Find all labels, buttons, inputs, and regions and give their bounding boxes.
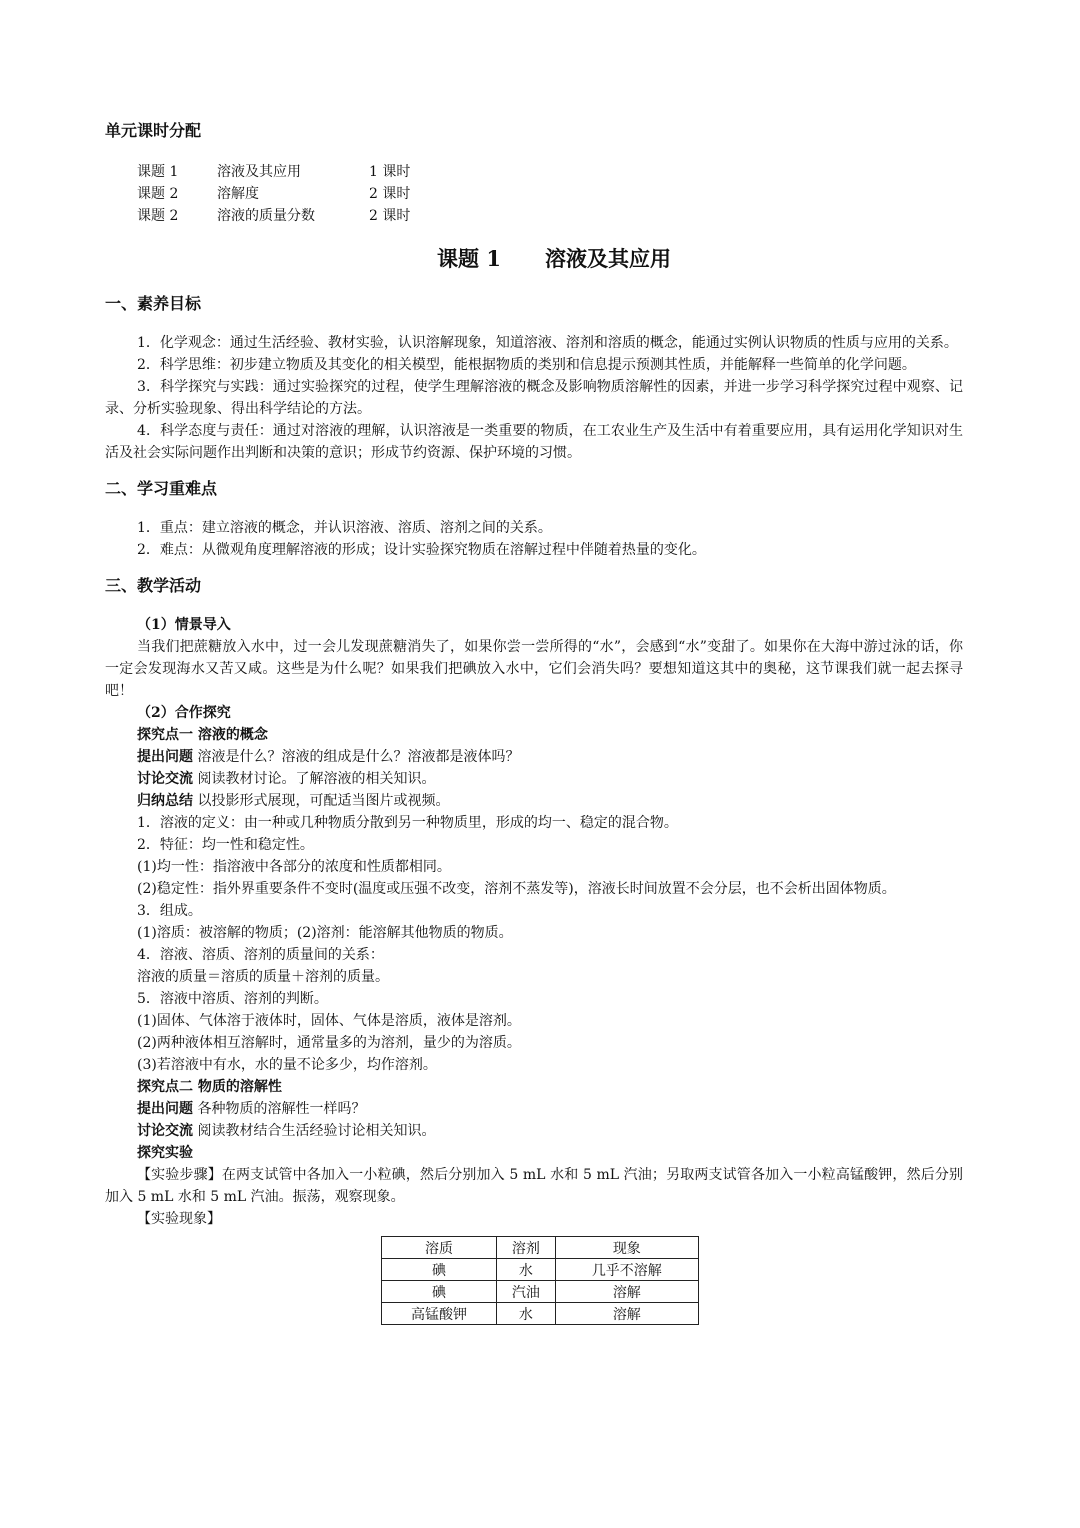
allocation-row xyxy=(137,183,963,205)
discussion-line xyxy=(137,768,963,790)
concept-line: (1)溶质：被溶解的物质；(2)溶剂：能溶解其他物质的物质。 xyxy=(137,925,513,941)
summary-text: 以投影形式展现，可配适当图片或视频。 xyxy=(193,793,450,809)
concept-line: 3．组成。 xyxy=(137,903,202,919)
concept-line: (1)均一性：指溶液中各部分的浓度和性质都相同。 xyxy=(137,859,451,875)
summary-label: 归纳总结 xyxy=(137,793,193,809)
table-cell: 碘 xyxy=(382,1281,497,1303)
document-page xyxy=(105,118,963,1325)
concept-line: (2)两种液体相互溶解时，通常量多的为溶剂，量少的为溶质。 xyxy=(137,1035,521,1051)
discussion-text: 阅读教材讨论。了解溶液的相关知识。 xyxy=(193,771,436,787)
table-row xyxy=(382,1259,699,1281)
goal-item: 3．科学探究与实践：通过实验探究的过程，使学生理解溶液的概念及影响物质溶解性的因素，并进一步学习科学探究过程中观察、记录、分析实验现象、得出科学结论的方法。 xyxy=(105,379,963,417)
unit-allocation-list xyxy=(137,161,963,227)
table-header-cell: 溶质 xyxy=(382,1237,497,1259)
explore-point-2-heading: 探究点二 物质的溶解性 xyxy=(137,1079,282,1095)
question-line xyxy=(137,746,963,768)
question-text: 各种物质的溶解性一样吗？ xyxy=(193,1101,366,1117)
table-cell: 水 xyxy=(497,1259,556,1281)
allocation-name: 溶解度 xyxy=(217,186,259,202)
table-header-row xyxy=(382,1237,699,1259)
discussion-label: 讨论交流 xyxy=(137,771,193,787)
unit-allocation-heading: 单元课时分配 xyxy=(105,121,202,140)
table-header-cell: 现象 xyxy=(555,1237,698,1259)
allocation-hours: 1 课时 xyxy=(369,164,411,180)
intro-text: 当我们把蔗糖放入水中，过一会儿发现蔗糖消失了，如果你尝一尝所得的“水”，会感到“水”变甜了。如果你在大海中游过泳的话，你一定会发现海水又苦又咸。这些是为什么呢？如果我们把碘放入水中，它们会消失吗？要想知道这其中的奥秘，这节课我们就一起去探寻吧！ xyxy=(105,639,963,699)
discussion-line xyxy=(137,1120,963,1142)
concept-line: 4．溶液、溶质、溶剂的质量间的关系： xyxy=(137,947,384,963)
cooperative-heading: （2）合作探究 xyxy=(137,705,231,721)
experiment-steps: 【实验步骤】在两支试管中各加入一小粒碘，然后分别加入 5 mL 水和 5 mL 汽油；另取两支试管各加入一小粒高锰酸钾，然后分别加入 5 mL 水和 5 mL 汽油。振荡，观察现象。 xyxy=(105,1167,963,1205)
allocation-name: 溶液及其应用 xyxy=(217,164,301,180)
allocation-hours: 2 课时 xyxy=(369,208,411,224)
table-row xyxy=(382,1303,699,1325)
allocation-row xyxy=(137,161,963,183)
discussion-label: 讨论交流 xyxy=(137,1123,193,1139)
concept-line: 2．特征：均一性和稳定性。 xyxy=(137,837,314,853)
lesson-title-name: 溶液及其应用 xyxy=(544,246,671,271)
intro-heading: （1）情景导入 xyxy=(137,617,231,633)
section-heading-key-points: 二、学习重难点 xyxy=(105,479,218,498)
experiment-phenomenon-label: 【实验现象】 xyxy=(137,1211,221,1227)
table-cell: 溶解 xyxy=(555,1281,698,1303)
concept-line: (3)若溶液中有水，水的量不论多少，均作溶剂。 xyxy=(137,1057,437,1073)
question-label: 提出问题 xyxy=(137,749,193,765)
key-point-item: 2．难点：从微观角度理解溶液的形成；设计实验探究物质在溶解过程中伴随着热量的变化。 xyxy=(137,542,706,558)
allocation-topic: 课题 1 xyxy=(137,164,179,180)
concept-line: (1)固体、气体溶于液体时，固体、气体是溶质，液体是溶剂。 xyxy=(137,1013,521,1029)
question-text: 溶液是什么？溶液的组成是什么？溶液都是液体吗？ xyxy=(193,749,520,765)
table-cell: 水 xyxy=(497,1303,556,1325)
table-header-cell: 溶剂 xyxy=(497,1237,556,1259)
allocation-topic: 课题 2 xyxy=(137,186,179,202)
table-cell: 溶解 xyxy=(555,1303,698,1325)
table-row xyxy=(382,1281,699,1303)
section-heading-goals: 一、素养目标 xyxy=(105,294,202,313)
discussion-text: 阅读教材结合生活经验讨论相关知识。 xyxy=(193,1123,436,1139)
concept-line: 1．溶液的定义：由一种或几种物质分散到另一种物质里，形成的均一、稳定的混合物。 xyxy=(137,815,678,831)
summary-line xyxy=(137,790,963,812)
concept-line: (2)稳定性：指外界重要条件不变时(温度或压强不改变，溶剂不蒸发等)，溶液长时间放置不会分层，也不会析出固体物质。 xyxy=(137,881,896,897)
allocation-topic: 课题 2 xyxy=(137,208,179,224)
experiment-heading: 探究实验 xyxy=(137,1145,193,1161)
allocation-name: 溶液的质量分数 xyxy=(217,208,315,224)
concept-line: 5．溶液中溶质、溶剂的判断。 xyxy=(137,991,328,1007)
goal-item: 4．科学态度与责任：通过对溶液的理解，认识溶液是一类重要的物质，在工农业生产及生活中有着重要应用，具有运用化学知识对生活及社会实际问题作出判断和决策的意识；形成节约资源、保护环境的习惯。 xyxy=(105,423,963,461)
key-point-item: 1．重点：建立溶液的概念，并认识溶液、溶质、溶剂之间的关系。 xyxy=(137,520,552,536)
concept-line: 溶液的质量＝溶质的质量＋溶剂的质量。 xyxy=(137,969,389,985)
section-heading-activities: 三、教学活动 xyxy=(105,576,202,595)
explore-point-1-heading: 探究点一 溶液的概念 xyxy=(137,727,268,743)
question-line xyxy=(137,1098,963,1120)
goal-item: 2．科学思维：初步建立物质及其变化的相关模型，能根据物质的类别和信息提示预测其性质，并能解释一些简单的化学问题。 xyxy=(137,357,916,373)
results-table xyxy=(381,1236,699,1325)
table-cell: 汽油 xyxy=(497,1281,556,1303)
table-cell: 高锰酸钾 xyxy=(382,1303,497,1325)
allocation-row xyxy=(137,205,963,227)
lesson-title xyxy=(105,243,963,273)
allocation-hours: 2 课时 xyxy=(369,186,411,202)
table-cell: 碘 xyxy=(382,1259,497,1281)
goal-item: 1．化学观念：通过生活经验、教材实验，认识溶解现象，知道溶液、溶剂和溶质的概念，能通过实例认识物质的性质与应用的关系。 xyxy=(137,335,958,351)
question-label: 提出问题 xyxy=(137,1101,193,1117)
table-cell: 几乎不溶解 xyxy=(555,1259,698,1281)
lesson-title-number: 课题 1 xyxy=(437,246,501,271)
